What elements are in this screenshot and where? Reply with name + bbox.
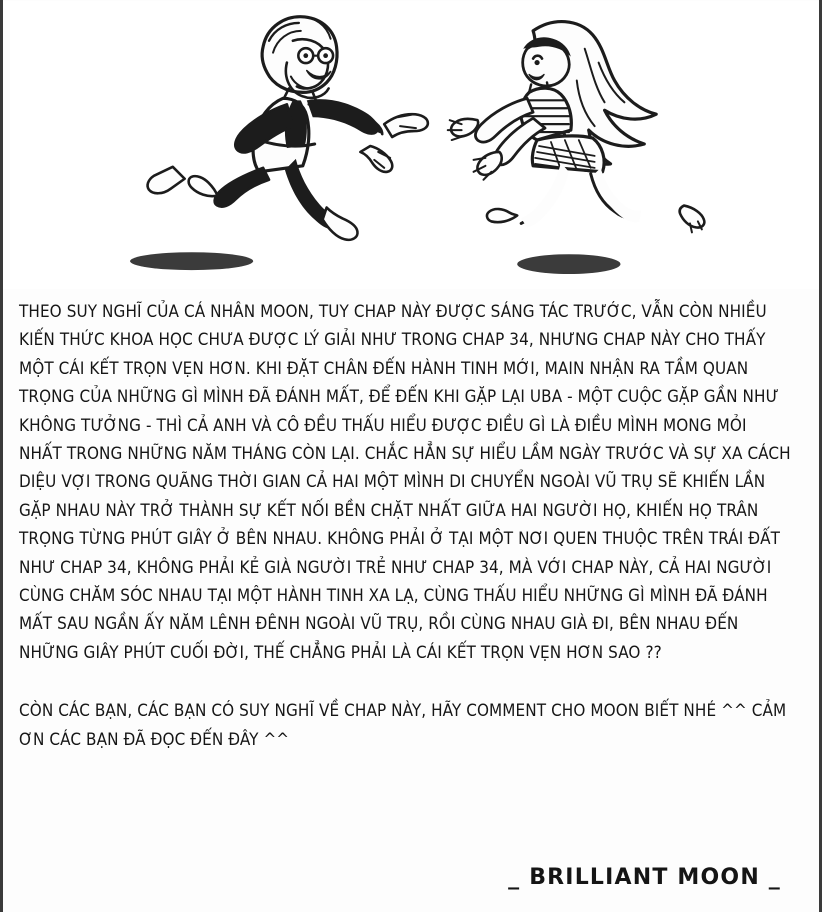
illustration-panel [3, 0, 819, 290]
author-signature: _ BRILLIANT MOON _ [508, 865, 781, 890]
commentary-paragraph-2: CÒN CÁC BẠN, CÁC BẠN CÓ SUY NGHĨ VỀ CHAP NÀY, HÃY COMMENT CHO MOON BIẾT NHÉ ^^ CẢM ƠN CÁC BẠN ĐÃ ĐỌC ĐẾN ĐÂY ^^ [19, 701, 787, 750]
shadow-left [130, 252, 253, 270]
commentary-text-block [19, 298, 803, 754]
commentary-paragraph-1: THEO SUY NGHĨ CỦA CÁ NHÂN MOON, TUY CHAP NÀY ĐƯỢC SÁNG TÁC TRƯỚC, VẪN CÒN NHIỀU KIẾN THỨC KHOA HỌC CHƯA ĐƯỢC LÝ GIẢI NHƯ TRONG CHAP 34, NHƯNG CHAP NÀY CHO THẤY MỘT CÁI KẾT TRỌN VẸN HƠN. KHI ĐẶT CHÂN ĐẾN HÀNH TINH MỚI, MAIN NHẬN RA TẦM QUAN TRỌNG CỦA NHỮNG GÌ MÌNH ĐÃ ĐÁNH MẤT, ĐỂ ĐẾN KHI GẶP LẠI UBA - MỘT CUỘC GẶP GẦN NHƯ KHÔNG TƯỞNG - THÌ CẢ ANH VÀ CÔ ĐỀU THẤU HIỂU ĐƯỢC ĐIỀU GÌ LÀ ĐIỀU MÌNH MONG MỎI NHẤT TRONG NHỮNG NĂM THÁNG CÒN LẠI. CHẮC HẲN SỰ HIỂU LẦM NGÀY TRƯỚC VÀ SỰ XA CÁCH DIỆU VỢI TRONG QUÃNG THỜI GIAN CẢ HAI MỘT MÌNH DI CHUYỂN NGOÀI VŨ TRỤ SẼ KHIẾN LẦN GẶP NHAU NÀY TRỞ THÀNH SỰ KẾT NỐI BỀN CHẶT NHẤT GIỮA HAI NGƯỜI HỌ, KHIẾN HỌ TRÂN TRỌNG TỪNG PHÚT GIÂY Ở BÊN NHAU. KHÔNG PHẢI Ở TẠI MỘT NƠI QUEN THUỘC TRÊN TRÁI ĐẤT NHƯ CHAP 34, KHÔNG PHẢI KẺ GIÀ NGƯỜI TRẺ NHƯ CHAP 34, MÀ VỚI CHAP NÀY, CẢ HAI NGƯỜI CÙNG CHĂM SÓC NHAU TẠI MỘT HÀNH TINH XA LẠ, CÙNG THẤU HIỂU NHỮNG GÌ MÌNH ĐÃ ĐÁNH MẤT SAU NGẦN ẤY NĂM LÊNH ĐÊNH NGOÀI VŨ TRỤ, RỒI CÙNG NHAU GIÀ ĐI, BÊN NHAU ĐẾN NHỮNG GIÂY PHÚT CUỐI ĐỜI, THẾ CHẲNG PHẢI LÀ CÁI KẾT TRỌN VẸN HƠN SAO ?? [19, 302, 791, 663]
running-characters-illustration [3, 0, 819, 290]
shadow-right [517, 254, 620, 274]
